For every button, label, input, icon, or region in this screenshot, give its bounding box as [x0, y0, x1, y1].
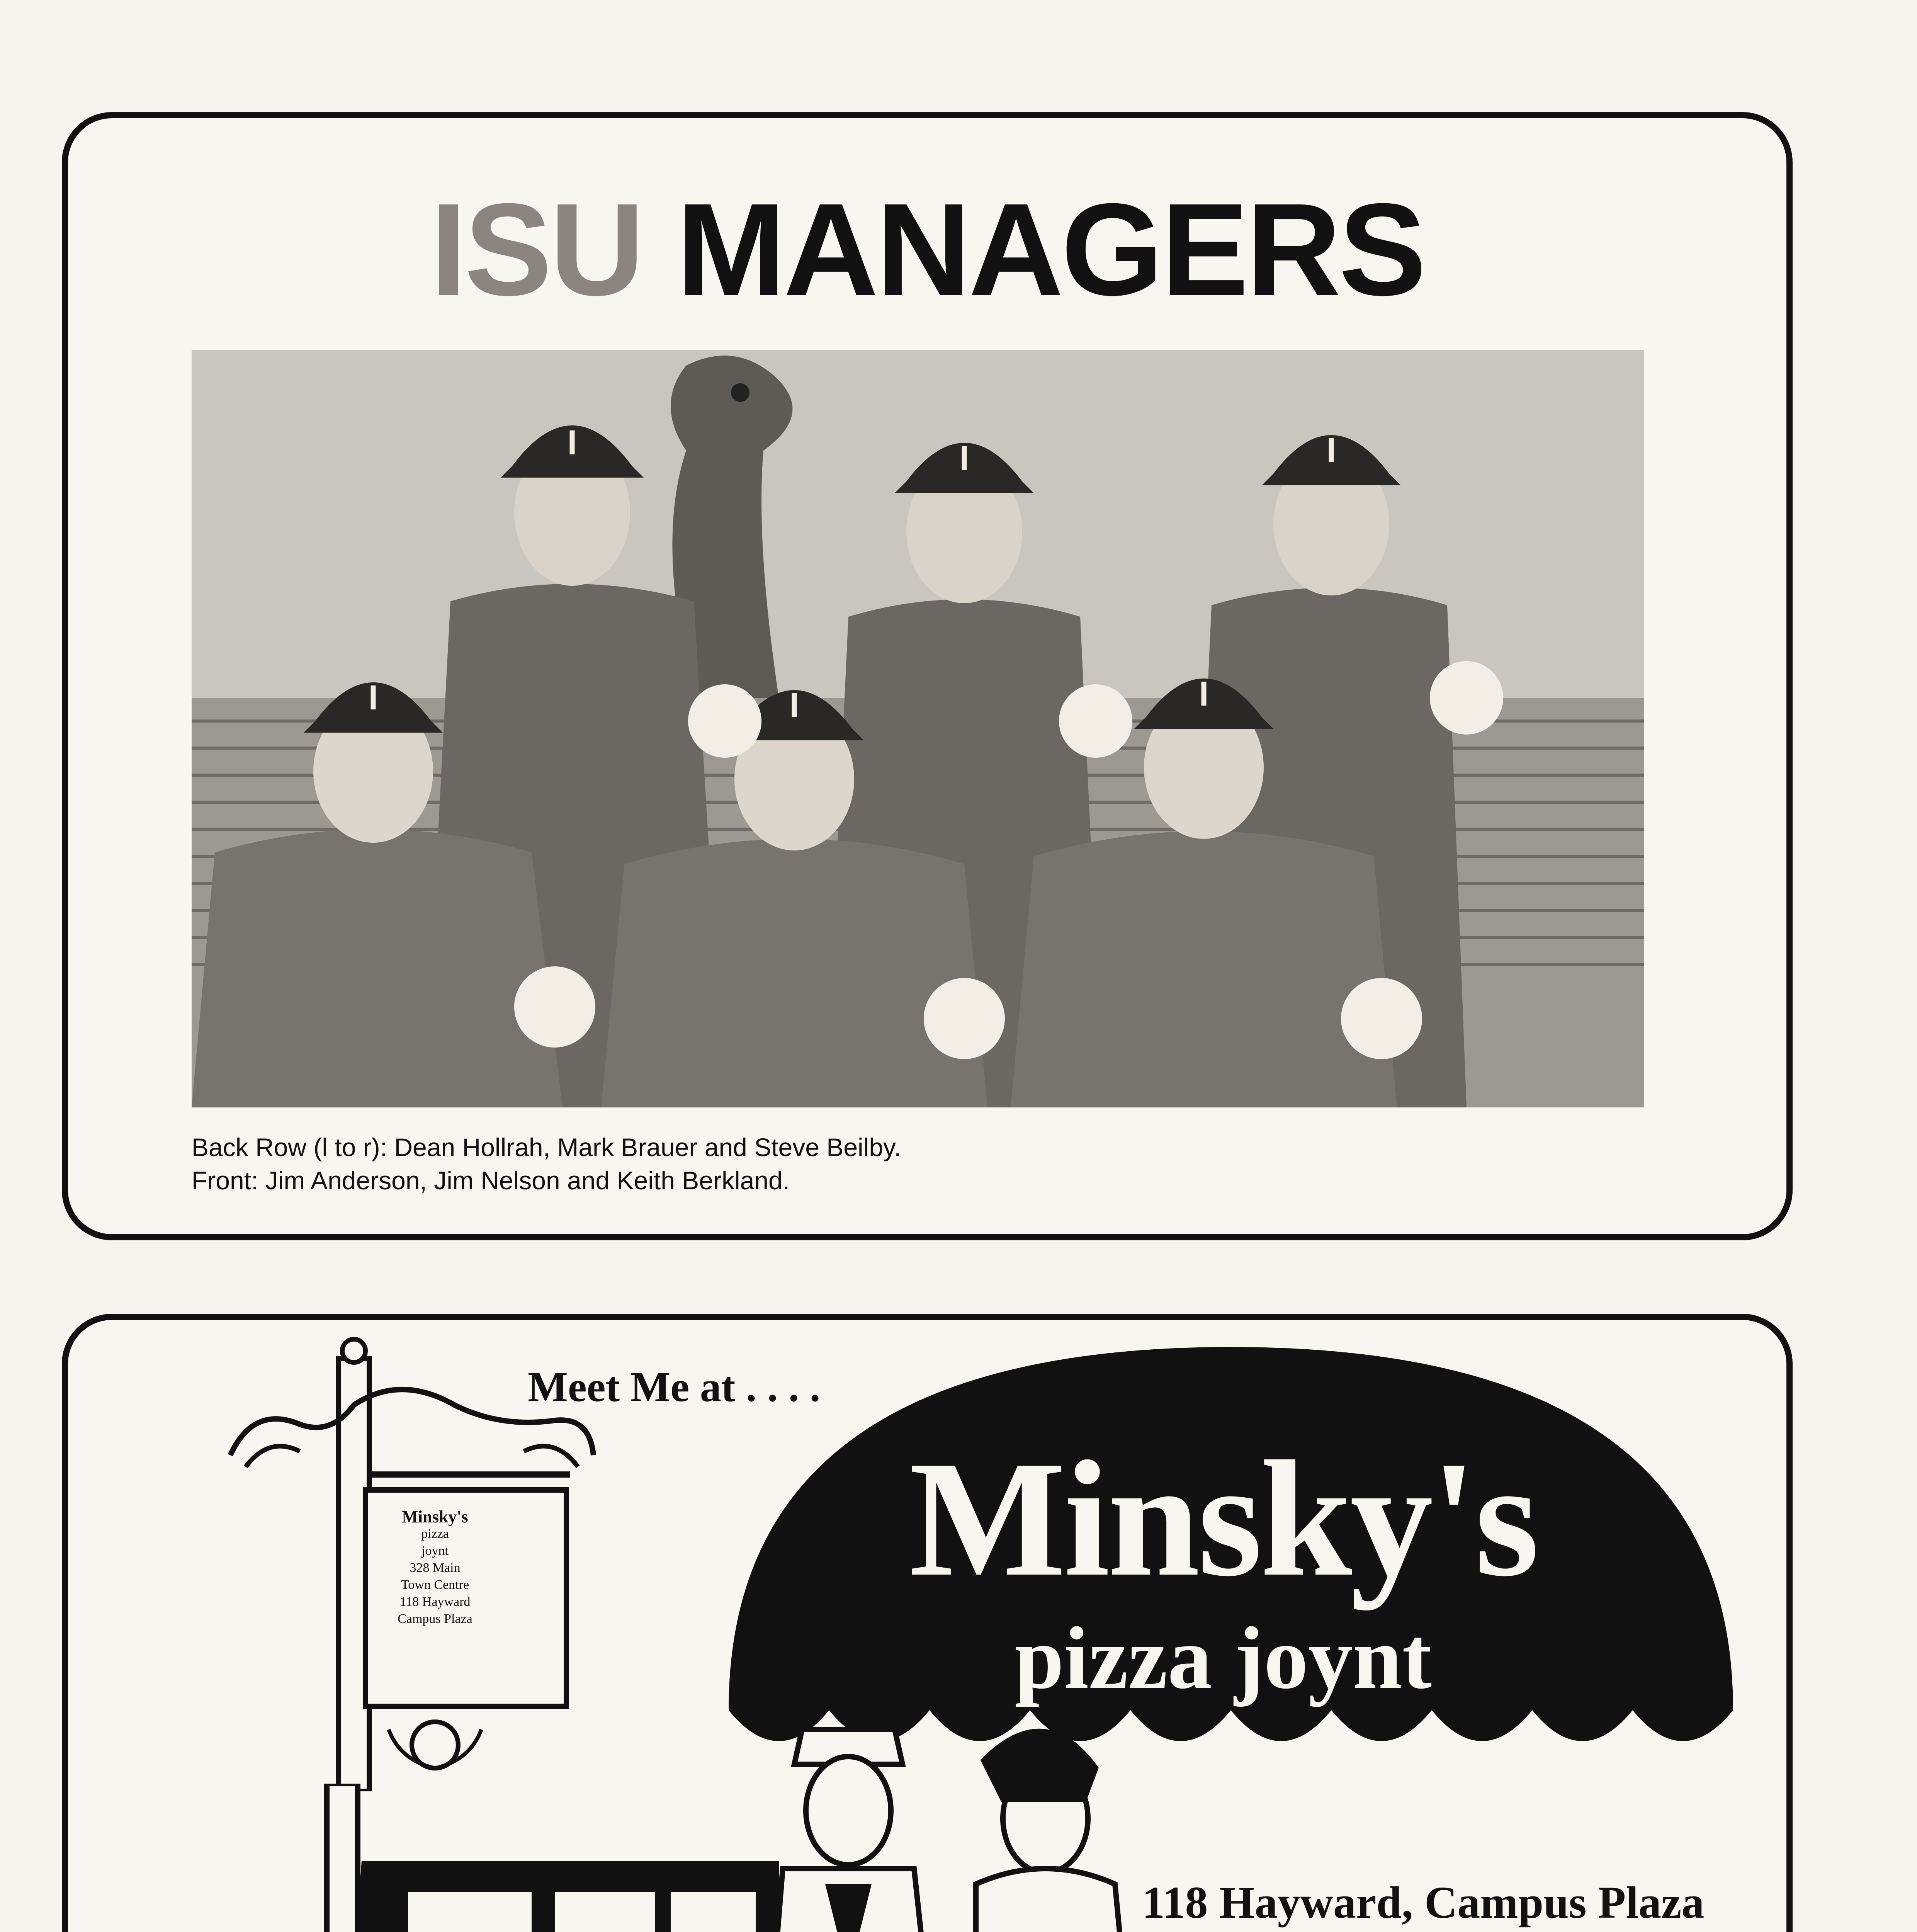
sign-line-main: 328 Main: [410, 1561, 461, 1575]
headline-isu: ISU: [430, 176, 642, 323]
couple-illustration: [736, 1706, 1177, 1932]
cap-letter: I: [567, 423, 577, 462]
sign-line-campus: Campus Plaza: [398, 1612, 472, 1626]
team-photo: [192, 350, 1644, 1107]
headline-managers: MANAGERS: [676, 176, 1424, 323]
caption-back-row: Back Row (l to r): Dean Hollrah, Mark Brauer and Steve Beilby.: [192, 1133, 901, 1162]
sign-line-hayward: 118 Hayward: [399, 1595, 471, 1609]
caption-front-row: Front: Jim Anderson, Jim Nelson and Keith Berkland.: [192, 1166, 790, 1195]
photo-caption: [192, 1131, 1660, 1197]
cap-letter: I: [959, 439, 969, 478]
sign-line-town: Town Centre: [401, 1578, 469, 1592]
panel-headline: [68, 176, 1786, 323]
cap-letter: I: [1199, 675, 1209, 713]
isu-managers-panel: [62, 112, 1793, 1240]
sign-board: [365, 1502, 505, 1683]
cap-letter: I: [1326, 431, 1336, 470]
brand-subtitle: pizza joynt: [1015, 1609, 1432, 1707]
sign-line-brand: Minsky's: [402, 1507, 468, 1526]
meet-me-at: Meet Me at . . . .: [528, 1363, 821, 1410]
team-photo-art: [192, 350, 1644, 1107]
address: 118 Hayward, Campus Plaza: [1142, 1877, 1705, 1928]
sign-line-joynt: joynt: [421, 1544, 449, 1558]
sign-line-pizza: pizza: [421, 1527, 449, 1541]
cap-letter: I: [789, 686, 799, 725]
minskys-ad-panel: [62, 1314, 1793, 1932]
cap-letter: I: [368, 679, 378, 717]
brand-name: Minsky's: [909, 1427, 1537, 1611]
